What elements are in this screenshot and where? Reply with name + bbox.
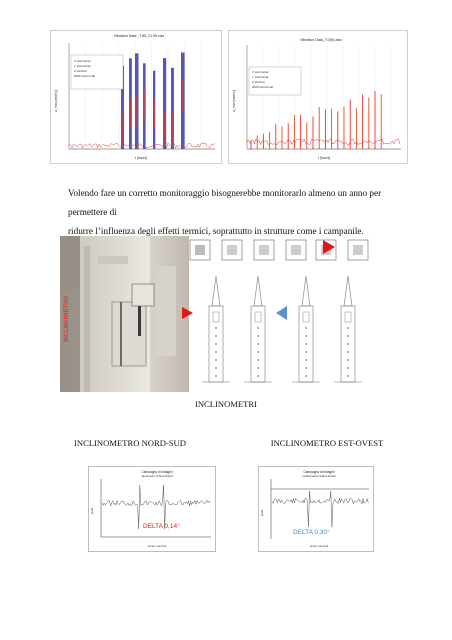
delta-label-eo: DELTA 0,30° [293, 529, 330, 536]
y-axis-label: gradi [260, 509, 264, 517]
tower-belfry [303, 312, 309, 322]
photo-illustration [60, 236, 189, 392]
tower-opening [257, 375, 259, 377]
legend-item: Y Horizontal [74, 64, 91, 68]
x-axis-label: tempo secondi [309, 544, 329, 548]
chart-title: Vibration Data _T.85_21.05.xlsx [113, 34, 165, 38]
chart-title: Campagna di Indagini [141, 470, 173, 474]
x-axis-label: tempo secondi [147, 544, 167, 548]
signal-burst [182, 80, 183, 110]
tower-opening [215, 335, 217, 337]
y-axis-label: a_rms [mm/s²] [232, 90, 236, 112]
tower-elevations [202, 276, 362, 382]
signal-burst [130, 99, 131, 129]
y-axis-label: gradi [90, 507, 94, 515]
signal-burst [154, 99, 155, 129]
vibration-chart-right [228, 30, 408, 164]
tower-opening [347, 359, 349, 361]
tower-opening [347, 335, 349, 337]
x-axis-label: t [hours] [134, 156, 148, 160]
legend-item: RMS Horizontal [74, 74, 96, 78]
chart-subtitle: clinometro 3 Sud-Ovest [141, 474, 173, 478]
detail-box [254, 240, 274, 260]
signal-burst [136, 95, 137, 125]
inclination-trace [272, 491, 368, 527]
legend-item: RMS Horizontal [252, 85, 274, 89]
tower-spire [302, 276, 310, 306]
tower-opening [305, 351, 307, 353]
tower-drawings-svg [188, 236, 386, 396]
tower-opening [215, 351, 217, 353]
tower-opening [347, 375, 349, 377]
vibration-chart-left-svg [51, 31, 221, 163]
tower-belfry [213, 312, 219, 322]
tower-opening [257, 367, 259, 369]
inclinometer-photo [60, 236, 189, 392]
vibration-chart-right-svg [229, 31, 407, 163]
tower-opening [257, 351, 259, 353]
baseline-trace [69, 143, 215, 148]
legend-item: X Horizontal [252, 70, 269, 74]
tower-opening [215, 375, 217, 377]
signal-burst [122, 114, 123, 144]
tower-opening [257, 335, 259, 337]
tower-spire [254, 276, 262, 306]
tower-opening [215, 343, 217, 345]
y-axis-label: a_rms [mm/s²] [54, 90, 58, 112]
tower-opening [257, 343, 259, 345]
tower-opening [215, 359, 217, 361]
detail-box [190, 240, 210, 260]
tower-opening [305, 343, 307, 345]
tower-spire [212, 276, 220, 306]
tower-opening [347, 367, 349, 369]
inclinometer-chart-ns-svg [89, 467, 215, 551]
tower-opening [305, 367, 307, 369]
x-axis-label: t [hours] [317, 156, 331, 160]
delta-label-ns: DELTA 0,14° [143, 523, 180, 530]
inclinometer-chart-eo-svg [259, 467, 373, 551]
chart-subtitle: inclinometro S-Est-Ovest [302, 474, 336, 478]
caption-inclinometri: INCLINOMETRI [194, 399, 258, 409]
inclinometer-chart-eo [258, 466, 374, 552]
tower-opening [215, 327, 217, 329]
legend-item: Y Horizontal [252, 75, 269, 79]
tower-belfry [345, 312, 351, 322]
vibration-traces [247, 91, 400, 149]
tower-opening [257, 327, 259, 329]
tower-opening [347, 343, 349, 345]
tower-opening [347, 327, 349, 329]
signal-burst [181, 53, 185, 149]
vibration-chart-left [50, 30, 222, 164]
signal-burst [172, 112, 173, 142]
red-triangle-marker [323, 240, 335, 254]
signal-burst [164, 113, 165, 143]
tower-opening [305, 335, 307, 337]
tower-opening [215, 367, 217, 369]
inclinometro-vertical-label: INCLINOMETRO [64, 295, 71, 343]
body-paragraph [68, 184, 398, 241]
blue-triangle-marker [276, 306, 287, 320]
chart-title: Campagna di Indagini [303, 470, 335, 474]
detail-box [222, 240, 242, 260]
tower-opening [305, 359, 307, 361]
tower-opening [305, 375, 307, 377]
tower-opening [305, 327, 307, 329]
tower-opening [257, 359, 259, 361]
legend-item: Z Vertical [252, 80, 265, 84]
legend-item: X Horizontal [74, 59, 91, 63]
paragraph-line: ridurre l’influenza degli effetti termici, soprattutto in strutture come i campanile. [68, 226, 364, 236]
tower-spire [344, 276, 352, 306]
signal-burst [144, 88, 145, 118]
caption-est-ovest: INCLINOMETRO EST-OVEST [270, 438, 384, 448]
tower-belfry [255, 312, 261, 322]
detail-box [286, 240, 306, 260]
paragraph-line: Volendo fare un corretto monitoraggio bisognerebbe monitorarlo almeno un anno per permettere di [68, 188, 382, 217]
caption-nord-sud: INCLINOMETRO NORD-SUD [74, 438, 186, 448]
tower-opening [347, 351, 349, 353]
tower-drawings [188, 236, 386, 396]
inclinometer-chart-ns [88, 466, 216, 552]
legend-item: Z Vertical [74, 69, 87, 73]
chart-title: Vibration Data_T.0(N).xlsx [300, 38, 342, 42]
detail-box [348, 240, 368, 260]
